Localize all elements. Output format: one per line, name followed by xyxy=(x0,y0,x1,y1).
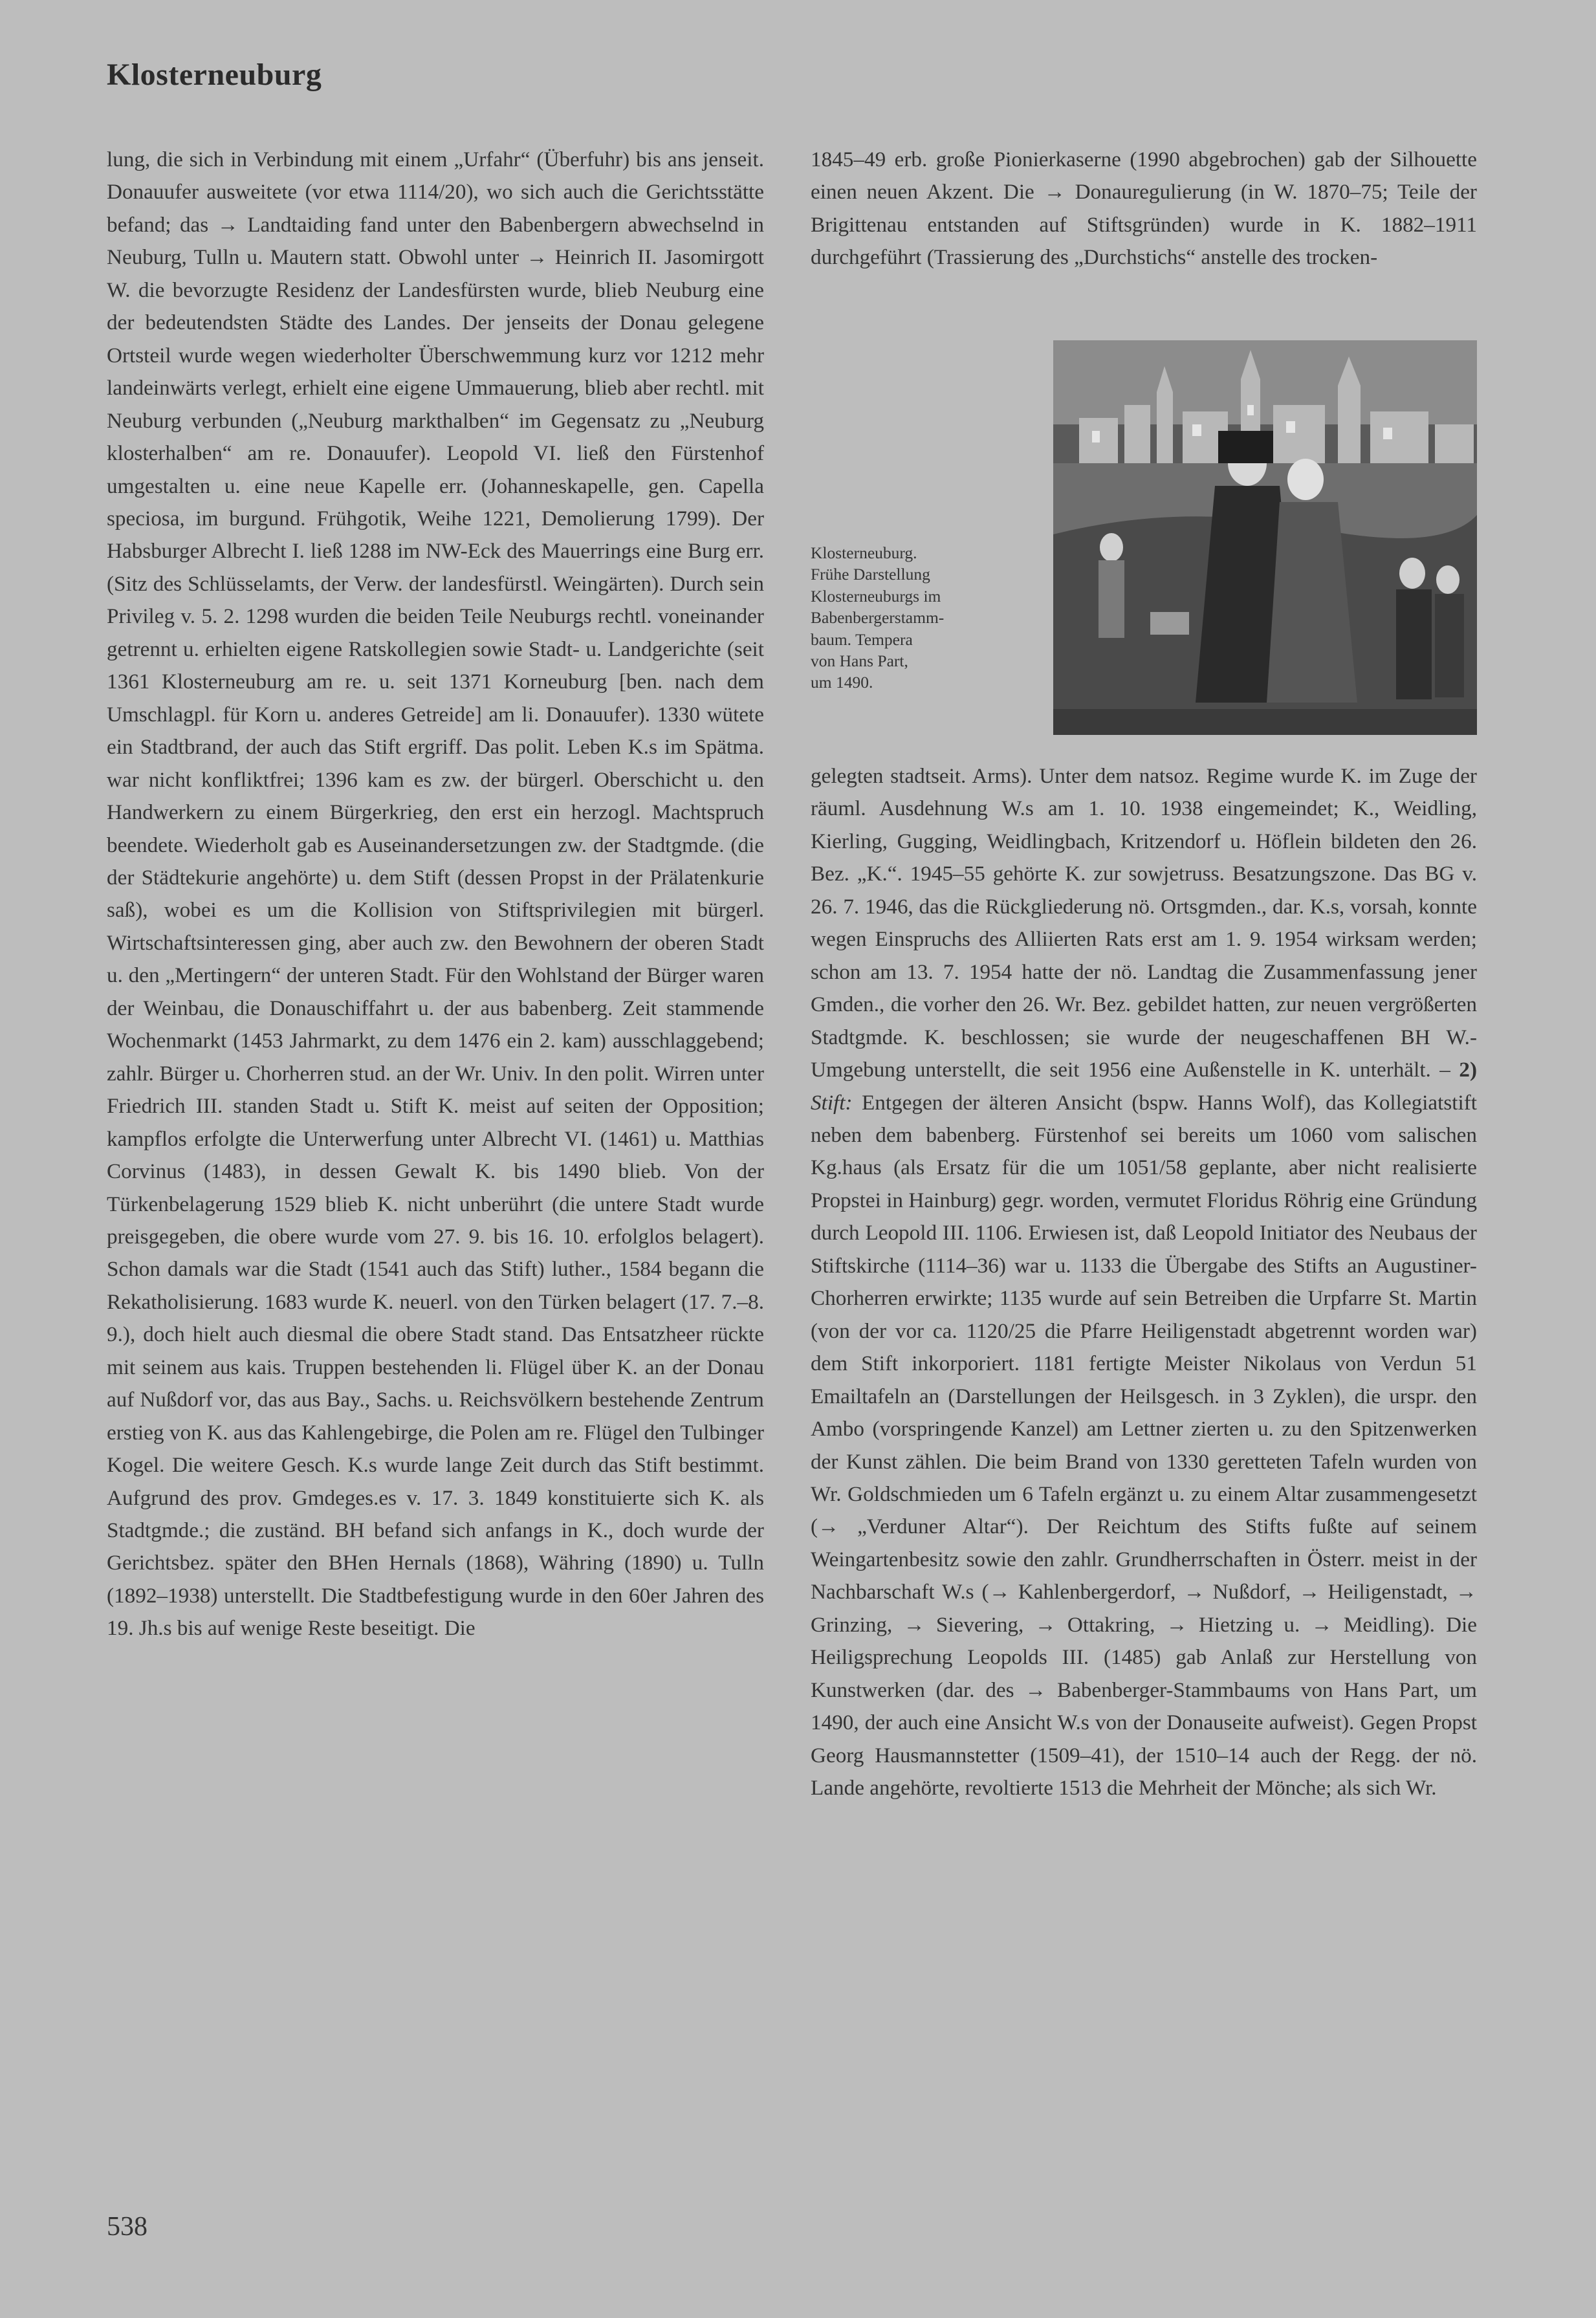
right-column-bottom-text xyxy=(811,760,1477,1805)
painting-image xyxy=(1053,340,1477,735)
babenberger-tree-illustration xyxy=(1053,340,1477,735)
caption-line: Klosterneuburgs im xyxy=(811,586,941,606)
running-head-title: Klosterneuburg xyxy=(107,58,322,92)
figure-caption xyxy=(811,542,1044,694)
page-number: 538 xyxy=(107,2212,148,2242)
text-part-1: gelegten stadtseit. Arms). Unter dem natsoz. Regime wurde K. im Zuge der räuml. Ausdehnung W.s am 1. 10. 1938 eingemeindet; K., Weidling, Kierling, Gugging, Weidlingbach, Kritzendorf u. Höflein bildeten den 26. Bez. „K.“. 1945–55 gehörte K. zur sowjetruss. Besatzungszone. Das BG v. 26. 7. 1946, das die Rückgliederung nö. Ortsgmden., dar. K.s, vorsah, konnte wegen Einspruchs des Alliierten Rats erst am 1. 9. 1954 wirksam werden; schon am 13. 7. 1954 hatte der nö. Landtag die Zusammenfassung jener Gmden., die vorher den 26. Wr. Bez. gebildet hatten, zur neuen vergrößerten Stadtgmde. K. beschlossen; sie wurde der neugeschaffenen BH W.-Umgebung unterstellt, die seit 1956 eine Außenstelle in K. unterhält. – xyxy=(811,764,1477,1082)
caption-line: von Hans Part, xyxy=(811,651,908,671)
caption-line: baum. Tempera xyxy=(811,629,913,649)
right-column-bottom xyxy=(811,760,1477,1805)
right-column-top xyxy=(811,144,1477,274)
left-column xyxy=(107,144,764,1645)
left-column-text: lung, die sich in Verbindung mit einem „Urfahr“ (Überfuhr) bis ans jenseit. Donauufer ausweitete (vor etwa 1114/20), wo sich auch die Gerichtsstätte befand; das → Landtaiding fand unter den Babenbergern abwechselnd in Neuburg, Tulln u. Mautern statt. Obwohl unter → Heinrich II. Jasomirgott W. die bevorzugte Residenz der Landesfürsten wurde, blieb Neuburg eine der bedeutendsten Städte des Landes. Der jenseits der Donau gelegene Ortsteil wurde wegen wiederholter Überschwemmung kurz vor 1212 mehr landeinwärts verlegt, erhielt eine eigene Ummauerung, blieb aber rechtl. mit Neuburg verbunden („Neuburg markthalben“ im Gegensatz zu „Neuburg klosterhalben“ am re. Donauufer). Leopold VI. ließ den Fürstenhof umgestalten u. eine neue Kapelle err. (Johanneskapelle, gen. Capella speciosa, im burgund. Frühgotik, Weihe 1221, Demolierung 1799). Der Habsburger Albrecht I. ließ 1288 im NW-Eck des Mauerrings eine Burg err. (Sitz des Schlüsselamts, der Verw. der landesfürstl. Weingärten). Durch sein Privileg v. 5. 2. 1298 wurden die beiden Teile Neuburgs rechtl. voneinander getrennt u. erhielten eigene Ratskollegien sowie Stadt- u. Landgerichte (seit 1361 Klosterneuburg am re. u. seit 1371 Korneuburg [ben. nach dem Umschlagpl. für Korn u. anderes Getreide] am li. Donauufer). 1330 wütete ein Stadtbrand, der auch das Stift ergriff. Das polit. Leben K.s im Spätma. war nicht konfliktfrei; 1396 kam es zw. der bürgerl. Oberschicht u. den Handwerkern zu einem Bürgerkrieg, den erst ein herzogl. Machtspruch beendete. Wiederholt gab es Auseinandersetzungen zw. der Stadtgmde. (die der Städtekurie angehörte) u. dem Stift (dessen Propst in der Prälatenkurie saß), wobei es um die Kollision von Stiftsprivilegien mit bürgerl. Wirtschaftsinteressen ging, aber auch zw. den Bewohnern der oberen Stadt u. den „Mertingern“ der unteren Stadt. Für den Wohlstand der Bürger waren der Weinbau, die Donauschiffahrt u. der aus babenberg. Zeit stammende Wochenmarkt (1453 Jahrmarkt, zu dem 1476 ein 2. kam) ausschlaggebend; zahlr. Bürger u. Chorherren stud. an der Wr. Univ. In den polit. Wirren unter Friedrich III. standen Stadt u. Stift K. meist auf seiten der Opposition; kampflos erfolgte die Unterwerfung unter Albrecht VI. (1461) u. Matthias Corvinus (1483), in dessen Gewalt K. bis 1490 blieb. Von der Türkenbelagerung 1529 blieb K. nicht unberührt (die untere Stadt wurde preisgegeben, die obere wurde vom 27. 9. bis 16. 10. erfolglos belagert). Schon damals war die Stadt (1541 auch das Stift) luther., 1584 begann die Rekatholisierung. 1683 wurde K. neuerl. von den Türken belagert (17. 7.–8. 9.), doch hielt auch diesmal die obere Stadt stand. Das Entsatzheer rückte mit seinem aus kais. Truppen bestehenden li. Flügel über K. an der Donau auf Nußdorf vor, das aus Bay., Sachs. u. Reichsvölkern bestehende Zentrum erstieg von K. aus das Kahlengebirge, die Polen am re. Flügel den Tulbinger Kogel. Die weitere Gesch. K.s wurde lange Zeit durch das Stift bestimmt. Aufgrund des prov. Gmdeges.es v. 17. 3. 1849 konstituierte sich K. als Stadtgmde.; die zuständ. BH befand sich anfangs in K., doch wurde der Gerichtsbez. später den BHen Hernals (1868), Währing (1890) u. Tulln (1892–1938) unterstellt. Die Stadtbefestigung wurde in den 60er Jahren des 19. Jh.s bis auf wenige Reste beseitigt. Die xyxy=(107,148,764,1641)
caption-line: Klosterneuburg. xyxy=(811,543,917,562)
section-label: Stift: xyxy=(811,1090,853,1115)
text-part-2: Entgegen der älteren Ansicht (bspw. Hanns Wolf), das Kollegiatstift neben dem babenberg. Fürstenhof sei bereits um 1060 vom salischen Kg.haus (als Ersatz für die um 1051/58 geplante, aber nicht realisierte Propstei in Hainburg) gegr. worden, vermutet Floridus Röhrig eine Gründung durch Leopold III. 1106. Erwiesen ist, daß Leopold Initiator des Neubaus der Stiftskirche (1114–36) war u. 1133 die Übergabe des Stifts an Augustiner-Chorherren erwirkte; 1135 wurde auf sein Betreiben die Urpfarre St. Martin (von der vor ca. 1120/25 die Pfarre Heiligenstadt abgetrennt worden war) dem Stift inkorporiert. 1181 fertigte Meister Nikolaus von Verdun 51 Emailtafeln an (Darstellungen der Heilsgesch. in 3 Zyklen), die urspr. den Ambo (vorspringende Kanzel) am Lettner zierten u. zu den Spitzenwerken der Kunst zählen. Die beim Brand von 1330 geretteten Tafeln wurden von Wr. Goldschmieden um 6 Tafeln ergänzt u. zu einem Altar zusammengesetzt (→ „Verduner Altar“). Der Reichtum des Stifts fußte auf seinem Weingartenbesitz sowie den zahlr. Grundherrschaften in Österr. meist in der Nachbarschaft W.s (→ Kahlenbergerdorf, → Nußdorf, → Heiligenstadt, → Grinzing, → Sievering, → Ottakring, → Hietzing u. → Meidling). Die Heiligsprechung Leopolds III. (1485) gab Anlaß zur Herstellung von Kunstwerken (dar. des → Babenberger-Stammbaums von Hans Part, um 1490, der auch eine Ansicht W.s von der Donauseite aufweist). Gegen Propst Georg Hausmannstetter (1509–41), der 1510–14 auch der Regg. der nö. Lande angehörte, revoltierte 1513 die Mehrheit der Mönche; als sich Wr. xyxy=(811,1090,1477,1800)
right-column-top-text: 1845–49 erb. große Pionierkaserne (1990 abgebrochen) gab der Silhouette einen neuen Akzent. Die → Donauregulierung (in W. 1870–75; Teile der Brigittenau entstanden auf Stiftsgründen) wurde in K. 1882–1911 durchgeführt (Trassierung des „Durchstichs“ anstelle des trocken- xyxy=(811,148,1477,270)
caption-line: Frühe Darstellung xyxy=(811,565,930,584)
caption-line: um 1490. xyxy=(811,673,873,692)
section-number: 2) xyxy=(1459,1058,1477,1082)
caption-line: Babenbergerstamm- xyxy=(811,608,945,628)
